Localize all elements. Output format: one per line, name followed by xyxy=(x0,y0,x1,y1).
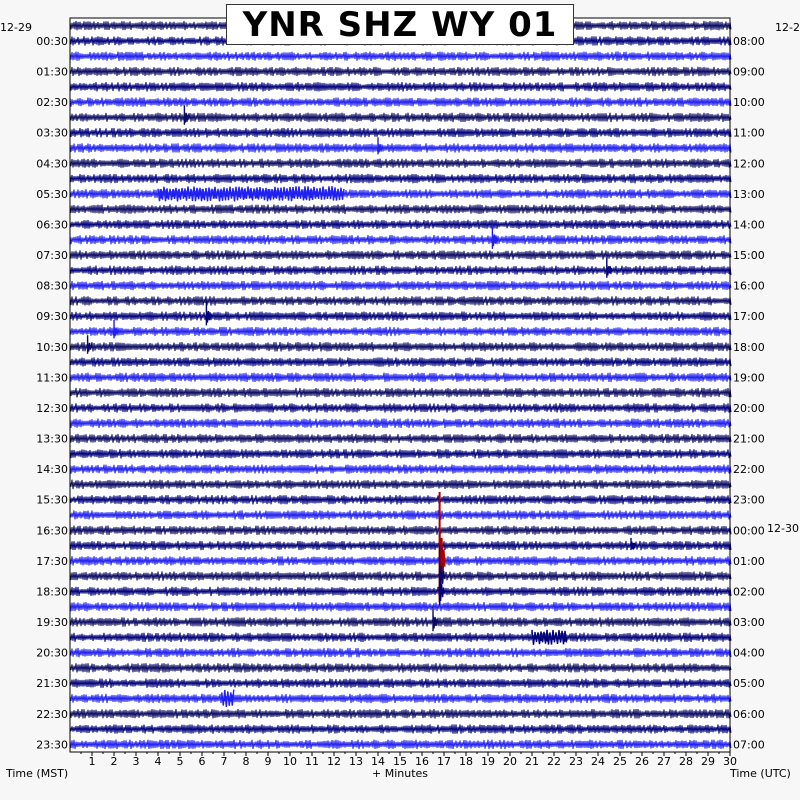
left-time-label-9: 09:30 xyxy=(36,310,68,324)
right-time-label-19: 03:00 xyxy=(733,616,765,629)
x-tick-label-12: 12 xyxy=(327,755,341,768)
left-time-label-16: 16:30 xyxy=(36,524,68,538)
x-tick-label-21: 21 xyxy=(525,755,539,768)
right-time-label-23: 07:00 xyxy=(733,738,765,752)
left-time-label-20: 20:30 xyxy=(36,646,68,660)
left-time-label-4: 04:30 xyxy=(36,157,68,171)
x-tick-label-22: 22 xyxy=(547,755,561,768)
x-tick-label-23: 23 xyxy=(569,755,583,768)
x-tick-label-18: 18 xyxy=(459,755,473,768)
x-tick-label-3: 3 xyxy=(132,755,140,768)
left-time-label-7: 07:30 xyxy=(36,249,68,262)
right-time-label-9: 17:00 xyxy=(733,310,765,324)
left-time-label-2: 02:30 xyxy=(36,96,68,110)
x-tick-label-5: 5 xyxy=(176,755,184,768)
right-date-label: 12-2 xyxy=(775,21,800,34)
right-time-label-2: 10:00 xyxy=(733,96,765,110)
x-tick-label-2: 2 xyxy=(110,755,118,768)
left-axis-title: Time (MST) xyxy=(6,767,69,780)
right-time-label-3: 11:00 xyxy=(733,126,765,140)
right-axis-title: Time (UTC) xyxy=(730,767,791,780)
x-tick-label-16: 16 xyxy=(415,755,429,768)
x-tick-label-4: 4 xyxy=(154,755,162,768)
left-time-label-3: 03:30 xyxy=(36,126,68,140)
right-time-label-10: 18:00 xyxy=(733,340,765,354)
left-time-label-14: 14:30 xyxy=(36,463,68,477)
left-date-label: 12-29 xyxy=(0,21,32,34)
x-tick-label-15: 15 xyxy=(393,755,407,768)
x-tick-label-26: 26 xyxy=(635,755,649,768)
right-time-axis xyxy=(733,35,765,752)
x-tick-label-27: 27 xyxy=(657,755,671,768)
x-tick-label-9: 9 xyxy=(264,755,272,768)
left-time-label-8: 08:30 xyxy=(36,279,68,293)
x-tick-label-17: 17 xyxy=(437,755,451,768)
right-time-label-4: 12:00 xyxy=(733,157,765,171)
x-tick-label-1: 1 xyxy=(88,755,96,768)
right-time-label-13: 21:00 xyxy=(733,432,765,446)
right-time-label-8: 16:00 xyxy=(733,279,765,293)
left-time-label-12: 12:30 xyxy=(36,401,68,415)
x-tick-label-14: 14 xyxy=(371,755,385,768)
right-time-label-15: 23:00 xyxy=(733,493,765,507)
right-time-label-11: 19:00 xyxy=(733,371,765,385)
chart-title: YNR SHZ WY 01 xyxy=(242,4,558,45)
right-time-label-6: 14:00 xyxy=(733,218,765,232)
left-time-label-1: 01:30 xyxy=(36,65,68,79)
left-time-label-19: 19:30 xyxy=(36,616,68,629)
right-time-label-1: 09:00 xyxy=(733,65,765,79)
right-time-label-12: 20:00 xyxy=(733,401,765,415)
x-tick-label-25: 25 xyxy=(613,755,627,768)
left-time-label-22: 22:30 xyxy=(36,707,68,721)
x-tick-label-29: 29 xyxy=(701,755,715,768)
left-time-label-21: 21:30 xyxy=(36,677,68,691)
x-axis-title: + Minutes xyxy=(371,767,429,780)
left-time-label-5: 05:30 xyxy=(36,187,68,201)
x-tick-label-19: 19 xyxy=(481,755,495,768)
right-date-label-2: 12-30 xyxy=(767,522,799,535)
x-tick-label-6: 6 xyxy=(198,755,206,768)
title-box xyxy=(226,4,574,45)
right-time-label-21: 05:00 xyxy=(733,677,765,691)
left-time-label-10: 10:30 xyxy=(36,340,68,354)
right-time-label-14: 22:00 xyxy=(733,463,765,477)
left-time-label-23: 23:30 xyxy=(36,738,68,752)
x-tick-label-20: 20 xyxy=(503,755,517,768)
right-time-label-20: 04:00 xyxy=(733,646,765,660)
right-time-label-5: 13:00 xyxy=(733,187,765,201)
left-time-label-0: 00:30 xyxy=(36,34,68,48)
right-time-label-0: 08:00 xyxy=(733,34,765,48)
x-tick-label-24: 24 xyxy=(591,755,605,768)
left-time-label-6: 06:30 xyxy=(36,218,68,232)
x-tick-label-7: 7 xyxy=(220,755,228,768)
x-tick-label-11: 11 xyxy=(305,755,319,768)
right-time-label-7: 15:00 xyxy=(733,249,765,262)
left-time-label-17: 17:30 xyxy=(36,554,68,568)
left-time-label-11: 11:30 xyxy=(36,371,68,385)
left-time-label-13: 13:30 xyxy=(36,432,68,446)
right-time-label-17: 01:00 xyxy=(733,554,765,568)
right-time-label-18: 02:00 xyxy=(733,585,765,599)
left-time-axis xyxy=(36,35,68,752)
x-tick-label-10: 10 xyxy=(283,755,297,768)
left-time-label-18: 18:30 xyxy=(36,585,68,599)
right-time-label-16: 00:00 xyxy=(733,524,765,538)
left-time-label-15: 15:30 xyxy=(36,493,68,507)
x-tick-label-13: 13 xyxy=(349,755,363,768)
x-axis xyxy=(81,752,737,768)
x-tick-label-30: 30 xyxy=(723,755,737,768)
x-tick-label-28: 28 xyxy=(679,755,693,768)
right-time-label-22: 06:00 xyxy=(733,707,765,721)
x-tick-label-8: 8 xyxy=(242,755,250,768)
